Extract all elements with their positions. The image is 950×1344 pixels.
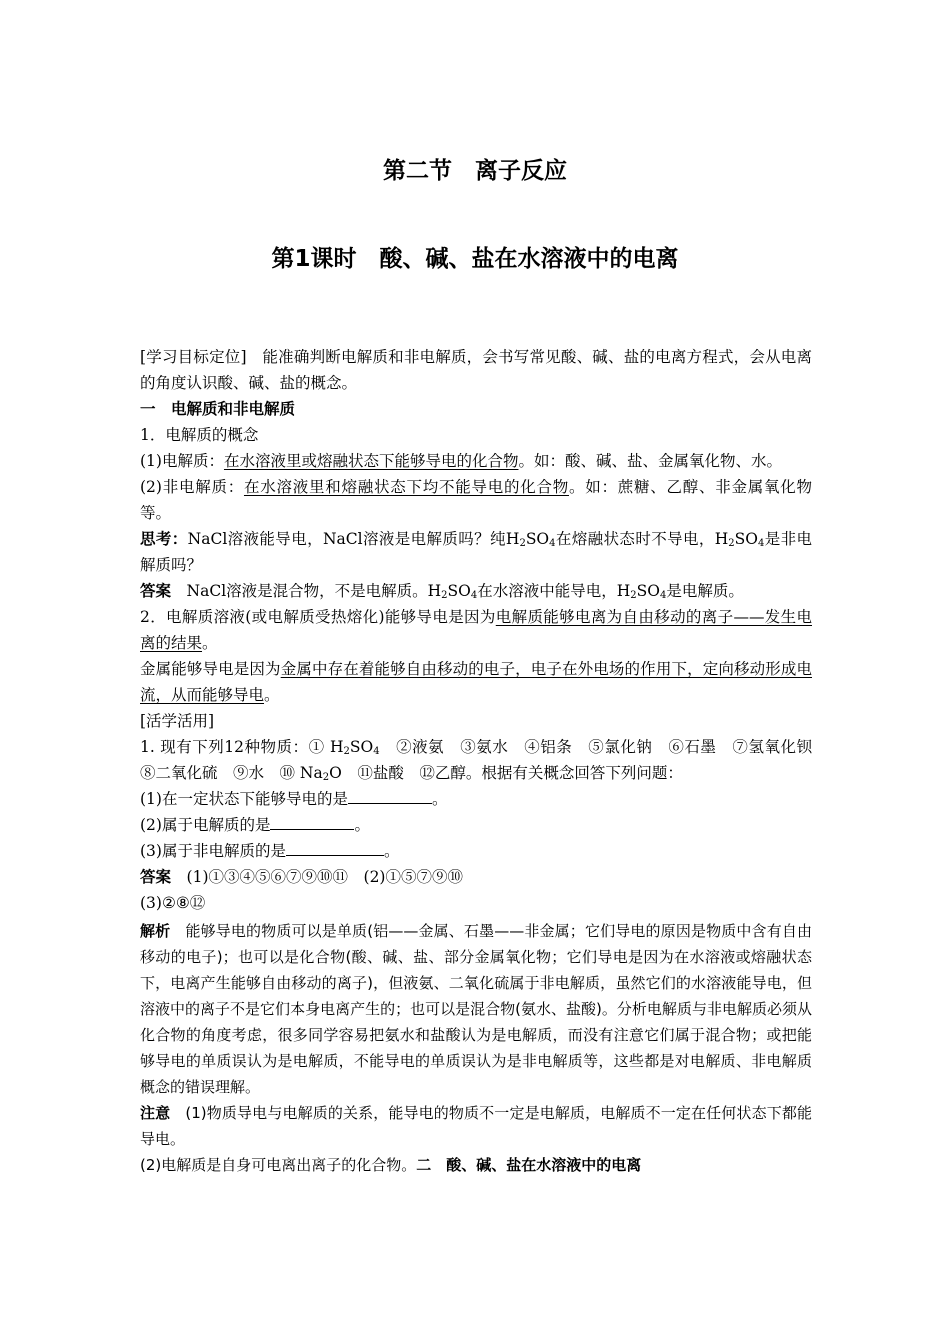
answer-part-1: (1)①③④⑤⑥⑦⑨⑩⑪ xyxy=(186,868,348,886)
goal-tag: [学习目标定位] xyxy=(140,348,247,366)
think-text-1: NaCl溶液能导电，NaCl溶液是电解质吗？纯H xyxy=(187,530,520,548)
think-question xyxy=(140,526,812,578)
sub-question-text: (3)属于非电解质的是 xyxy=(140,842,286,860)
conduct-text: 2．电解质溶液(或电解质受热熔化)能够导电是因为 xyxy=(140,608,496,626)
formula-part: SO xyxy=(525,530,550,548)
concept-heading: 1．电解质的概念 xyxy=(140,426,259,444)
sub-question-1 xyxy=(140,786,812,812)
subscript: 2 xyxy=(728,538,735,549)
formula-part: O xyxy=(329,764,342,782)
analysis xyxy=(140,918,812,1100)
think-text-2: 在熔融状态时不导电，H xyxy=(555,530,729,548)
subscript: 4 xyxy=(373,746,380,757)
part2-heading: 二 酸、碱、盐在水溶液中的电离 xyxy=(416,1156,642,1174)
sub-question-text: (2)属于电解质的是 xyxy=(140,816,271,834)
period: 。 xyxy=(264,686,280,704)
answer-1 xyxy=(140,578,812,604)
nonelectrolyte-definition xyxy=(140,474,812,526)
electrolyte-definition xyxy=(140,448,812,474)
section-title: 第二节 离子反应 xyxy=(383,158,567,184)
answer-2 xyxy=(140,864,812,890)
subscript: 4 xyxy=(659,590,667,601)
practice-tag: [活学活用] xyxy=(140,712,215,730)
formula-part: SO xyxy=(349,738,374,756)
goal-text: 能准确判断电解质和非电解质，会书写常见酸、碱、盐的电离方程式，会从电离的角度认识酸、碱、盐的概念。 xyxy=(140,348,812,392)
period: 。 xyxy=(202,634,218,652)
answer-label: 答案 xyxy=(140,867,172,886)
subscript: 4 xyxy=(757,538,765,549)
subscript: 2 xyxy=(441,590,448,601)
answer-2-part-3: (3)②⑧⑫ xyxy=(140,894,206,912)
conduct-underlined: 电解质能够电离为自由移动的离子——发生电离的结果 xyxy=(140,608,812,652)
electrolyte-examples: 。如：酸、碱、盐、金属氧化物、水。 xyxy=(518,452,782,470)
subscript: 2 xyxy=(519,538,526,549)
sub-question-text: (1)在一定状态下能够导电的是 xyxy=(140,790,348,808)
answer-part-2: (2)①⑤⑦⑨⑩ xyxy=(363,868,463,886)
answer-label: 答案 xyxy=(140,581,172,600)
subscript: 4 xyxy=(470,590,478,601)
nonelectrolyte-def: 在水溶液里和熔融状态下均不能导电的化合物 xyxy=(243,478,569,496)
subscript: 2 xyxy=(343,746,350,757)
answer-text-1: NaCl溶液是混合物，不是电解质。H xyxy=(186,582,442,600)
period: 。 xyxy=(354,816,370,834)
formula-part: SO xyxy=(636,582,660,600)
answer-blank[interactable] xyxy=(348,787,432,804)
subscript: 4 xyxy=(549,538,556,549)
metal-conduct-reason xyxy=(140,656,812,708)
question-text: 1. 现有下列12种物质：① H xyxy=(140,738,344,756)
subscript: 2 xyxy=(630,590,637,601)
learning-goal xyxy=(140,344,812,396)
sub-question-2 xyxy=(140,812,812,838)
electrolyte-label: (1)电解质： xyxy=(140,452,224,470)
period: 。 xyxy=(431,790,448,808)
note-2 xyxy=(140,1152,812,1178)
electrolyte-def: 在水溶液里或熔融状态下能够导电的化合物 xyxy=(223,452,519,470)
part1-heading: 一 电解质和非电解质 xyxy=(140,400,296,418)
formula-part: SO xyxy=(734,530,758,548)
answer-blank[interactable] xyxy=(270,813,354,830)
conduct-reason xyxy=(140,604,812,656)
metal-text: 金属能够导电是因为 xyxy=(140,660,281,678)
note-text-2: (2)电解质是自身可电离出离子的化合物。 xyxy=(140,1156,417,1174)
think-text-3: 是非电解质吗？ xyxy=(140,530,812,574)
analysis-label: 解析 xyxy=(140,922,171,940)
answer-text-3: 是电解质。 xyxy=(666,582,744,600)
period: 。 xyxy=(383,842,400,860)
practice-question xyxy=(140,734,828,786)
think-label: 思考： xyxy=(140,529,188,548)
subscript: 2 xyxy=(322,772,330,783)
metal-underlined: 金属中存在着能够自由移动的电子，电子在外电场的作用下，定向移动形成电流，从而能够导电 xyxy=(140,660,812,704)
lesson-title: 第1课时 酸、碱、盐在水溶液中的电离 xyxy=(271,246,679,272)
main-content xyxy=(140,344,828,1178)
note xyxy=(140,1100,812,1152)
question-end: ⑪盐酸 ⑫乙醇。根据有关概念回答下列问题： xyxy=(341,764,683,782)
nonelectrolyte-examples: 。如：蔗糖、乙醇、非金属氧化物等。 xyxy=(140,478,812,522)
analysis-text: 能够导电的物质可以是单质(铝——金属、石墨——非金属；它们导电的原因是物质中含有自由移动的电子)；也可以是化合物(酸、碱、盐、部分金属氧化物；它们导电是因为在水溶液或熔融状态下，电离产生能够自由移动的离子)，但液氨、二氧化硫属于非电解质，虽然它们的水溶液能导电，但溶液中的离子不是它们本身电离产生的；也可以是混合物(氨水、盐酸)。分析电解质与非电解质必须从化合物的角度考虑，很多同学容易把氨水和盐酸认为是电解质，而没有注意它们属于混合物；或把能够导电的单质误认为是电解质，不能导电的单质误认为是非电解质等，这些都是对电解质、非电解质概念的错误理解。 xyxy=(140,922,812,1096)
answer-blank[interactable] xyxy=(286,839,384,856)
note-label: 注意 xyxy=(140,1104,171,1122)
note-text-1: (1)物质导电与电解质的关系，能导电的物质不一定是电解质，电解质不一定在任何状态下都能导电。 xyxy=(140,1104,812,1148)
formula-part: SO xyxy=(447,582,471,600)
question-items: ②液氨 ③氨水 ④铝条 ⑤氯化钠 ⑥石墨 ⑦氢氧化钡 ⑧二氧化硫 ⑨水 ⑩ Na xyxy=(140,738,828,782)
nonelectrolyte-label: (2)非电解质： xyxy=(140,478,244,496)
answer-text-2: 在水溶液中能导电，H xyxy=(477,582,631,600)
sub-question-3 xyxy=(140,838,812,864)
